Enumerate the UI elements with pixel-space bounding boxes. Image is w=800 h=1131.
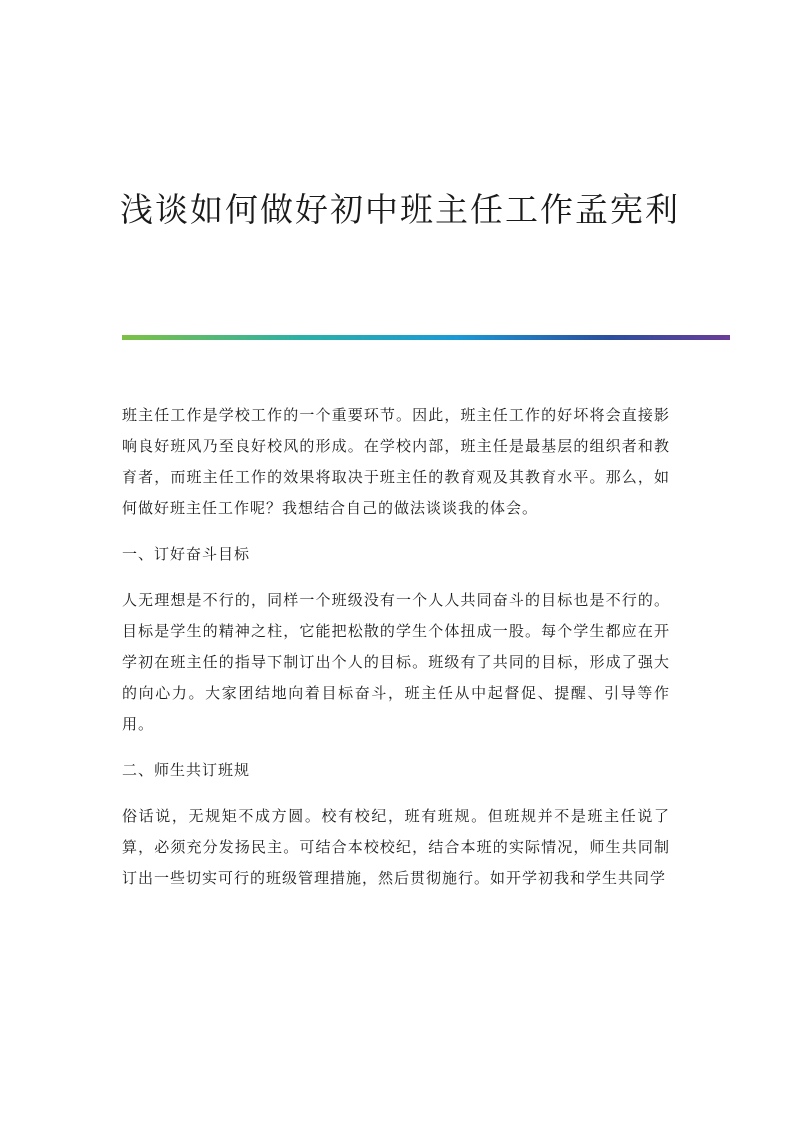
paragraph-intro: 班主任工作是学校工作的一个重要环节。因此，班主任工作的好坏将会直接影响良好班风乃至良好校风的形成。在学校内部，班主任是最基层的组织者和教育者，而班主任工作的效果将取决于班主任的教育观及其教育水平。那么，如何做好班主任工作呢？我想结合自己的做法谈谈我的体会。 — [122, 406, 670, 517]
section-heading-2: 二、师生共订班规 — [122, 761, 251, 779]
section-heading-1: 一、订好奋斗目标 — [122, 545, 251, 563]
paragraph-section-2: 俗话说，无规矩不成方圆。校有校纪，班有班规。但班规并不是班主任说了算，必须充分发扬民主。可结合本校校纪，结合本班的实际情况，师生共同制订出一些切实可行的班级管理措施，然后贯彻施行。如开学初我和学生共同学 — [122, 807, 670, 887]
document-body — [122, 400, 670, 909]
paragraph-section-1: 人无理想是不行的，同样一个班级没有一个人人共同奋斗的目标也是不行的。目标是学生的精神之柱，它能把松散的学生个体扭成一股。每个学生都应在开学初在班主任的指导下制订出个人的目标。班级有了共同的目标，形成了强大的向心力。大家团结地向着目标奋斗，班主任从中起督促、提醒、引导等作用。 — [122, 591, 670, 733]
document-title: 浅谈如何做好初中班主任工作孟宪利 — [120, 190, 680, 229]
title-divider — [122, 335, 730, 340]
